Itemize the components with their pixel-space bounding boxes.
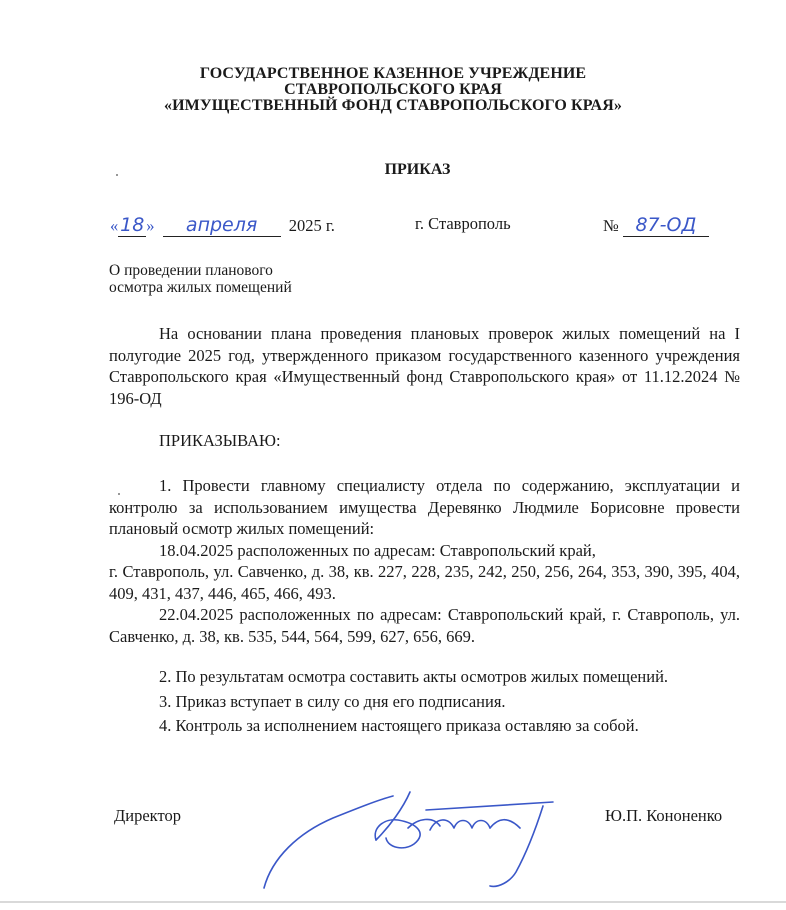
signatory-name: Ю.П. Кононенко xyxy=(605,806,723,825)
item-1-date-2: 22.04.2025 расположенных по адресам: Ставропольский край, г. Ставрополь, ул. Савченко, д. 38, кв. 535, 544, 564, 599, 627, 656, 669. xyxy=(109,605,740,646)
preamble-paragraph xyxy=(109,323,740,409)
scan-speck xyxy=(116,174,118,176)
order-city: г. Ставрополь xyxy=(415,214,511,233)
order-date xyxy=(110,214,335,237)
order-word xyxy=(109,430,740,452)
subject-line-1: О проведении планового xyxy=(109,262,273,279)
subject-line-2: осмотра жилых помещений xyxy=(109,279,292,296)
item-4: 4. Контроль за исполнением настоящего приказа оставляю за собой. xyxy=(159,716,639,735)
order-word-text: ПРИКАЗЫВАЮ: xyxy=(159,431,281,450)
header-line-2: СТАВРОПОЛЬСКОГО КРАЯ xyxy=(284,81,502,98)
date-close-quote: » xyxy=(146,216,155,235)
handwritten-signature xyxy=(258,788,558,898)
item-1: 1. Провести главному специалисту отдела по содержанию, эксплуатации и контролю за использованием имущества Деревянко Людмиле Борисовне провести плановый осмотр жилых помещений: xyxy=(109,476,740,538)
header-line-1: ГОСУДАРСТВЕННОЕ КАЗЕННОЕ УЧРЕЖДЕНИЕ xyxy=(199,65,587,82)
preamble-text: На основании плана проведения плановых проверок жилых помещений на I полугодие 2025 год, утвержденного приказом государственного казенного учреждения Ставропольского края «Имущественный фонд Ставропольского края» от 11.12.2024 № 196-ОД xyxy=(109,324,740,408)
handwritten-month: апреля xyxy=(185,214,258,236)
header-line-3: «ИМУЩЕСТВЕННЫЙ ФОНД СТАВРОПОЛЬСКОГО КРАЯ» xyxy=(164,97,622,114)
date-year: 2025 г. xyxy=(288,216,335,235)
order-subject xyxy=(109,262,292,296)
order-number xyxy=(603,214,709,237)
item-1-date-1: 18.04.2025 расположенных по адресам: Ставропольский край, xyxy=(159,540,596,560)
order-items xyxy=(109,475,740,737)
date-open-quote: « xyxy=(110,216,119,235)
signatory-role: Директор xyxy=(114,806,181,825)
item-3: 3. Приказ вступает в силу со дня его подписания. xyxy=(159,691,506,711)
item-1-addresses-1: г. Ставрополь, ул. Савченко, д. 38, кв. 227, 228, 235, 242, 250, 256, 264, 353, 390, 395, 404, 409, 431, 437, 446, 465, 466, 493. xyxy=(109,562,740,603)
scan-bottom-edge xyxy=(0,901,786,903)
handwritten-number: 87-ОД xyxy=(635,214,697,236)
number-sign: № xyxy=(603,216,619,235)
handwritten-day: 18 xyxy=(120,214,145,236)
document-title: ПРИКАЗ xyxy=(384,161,451,178)
item-2: 2. По результатам осмотра составить акты осмотров жилых помещений. xyxy=(159,667,669,686)
